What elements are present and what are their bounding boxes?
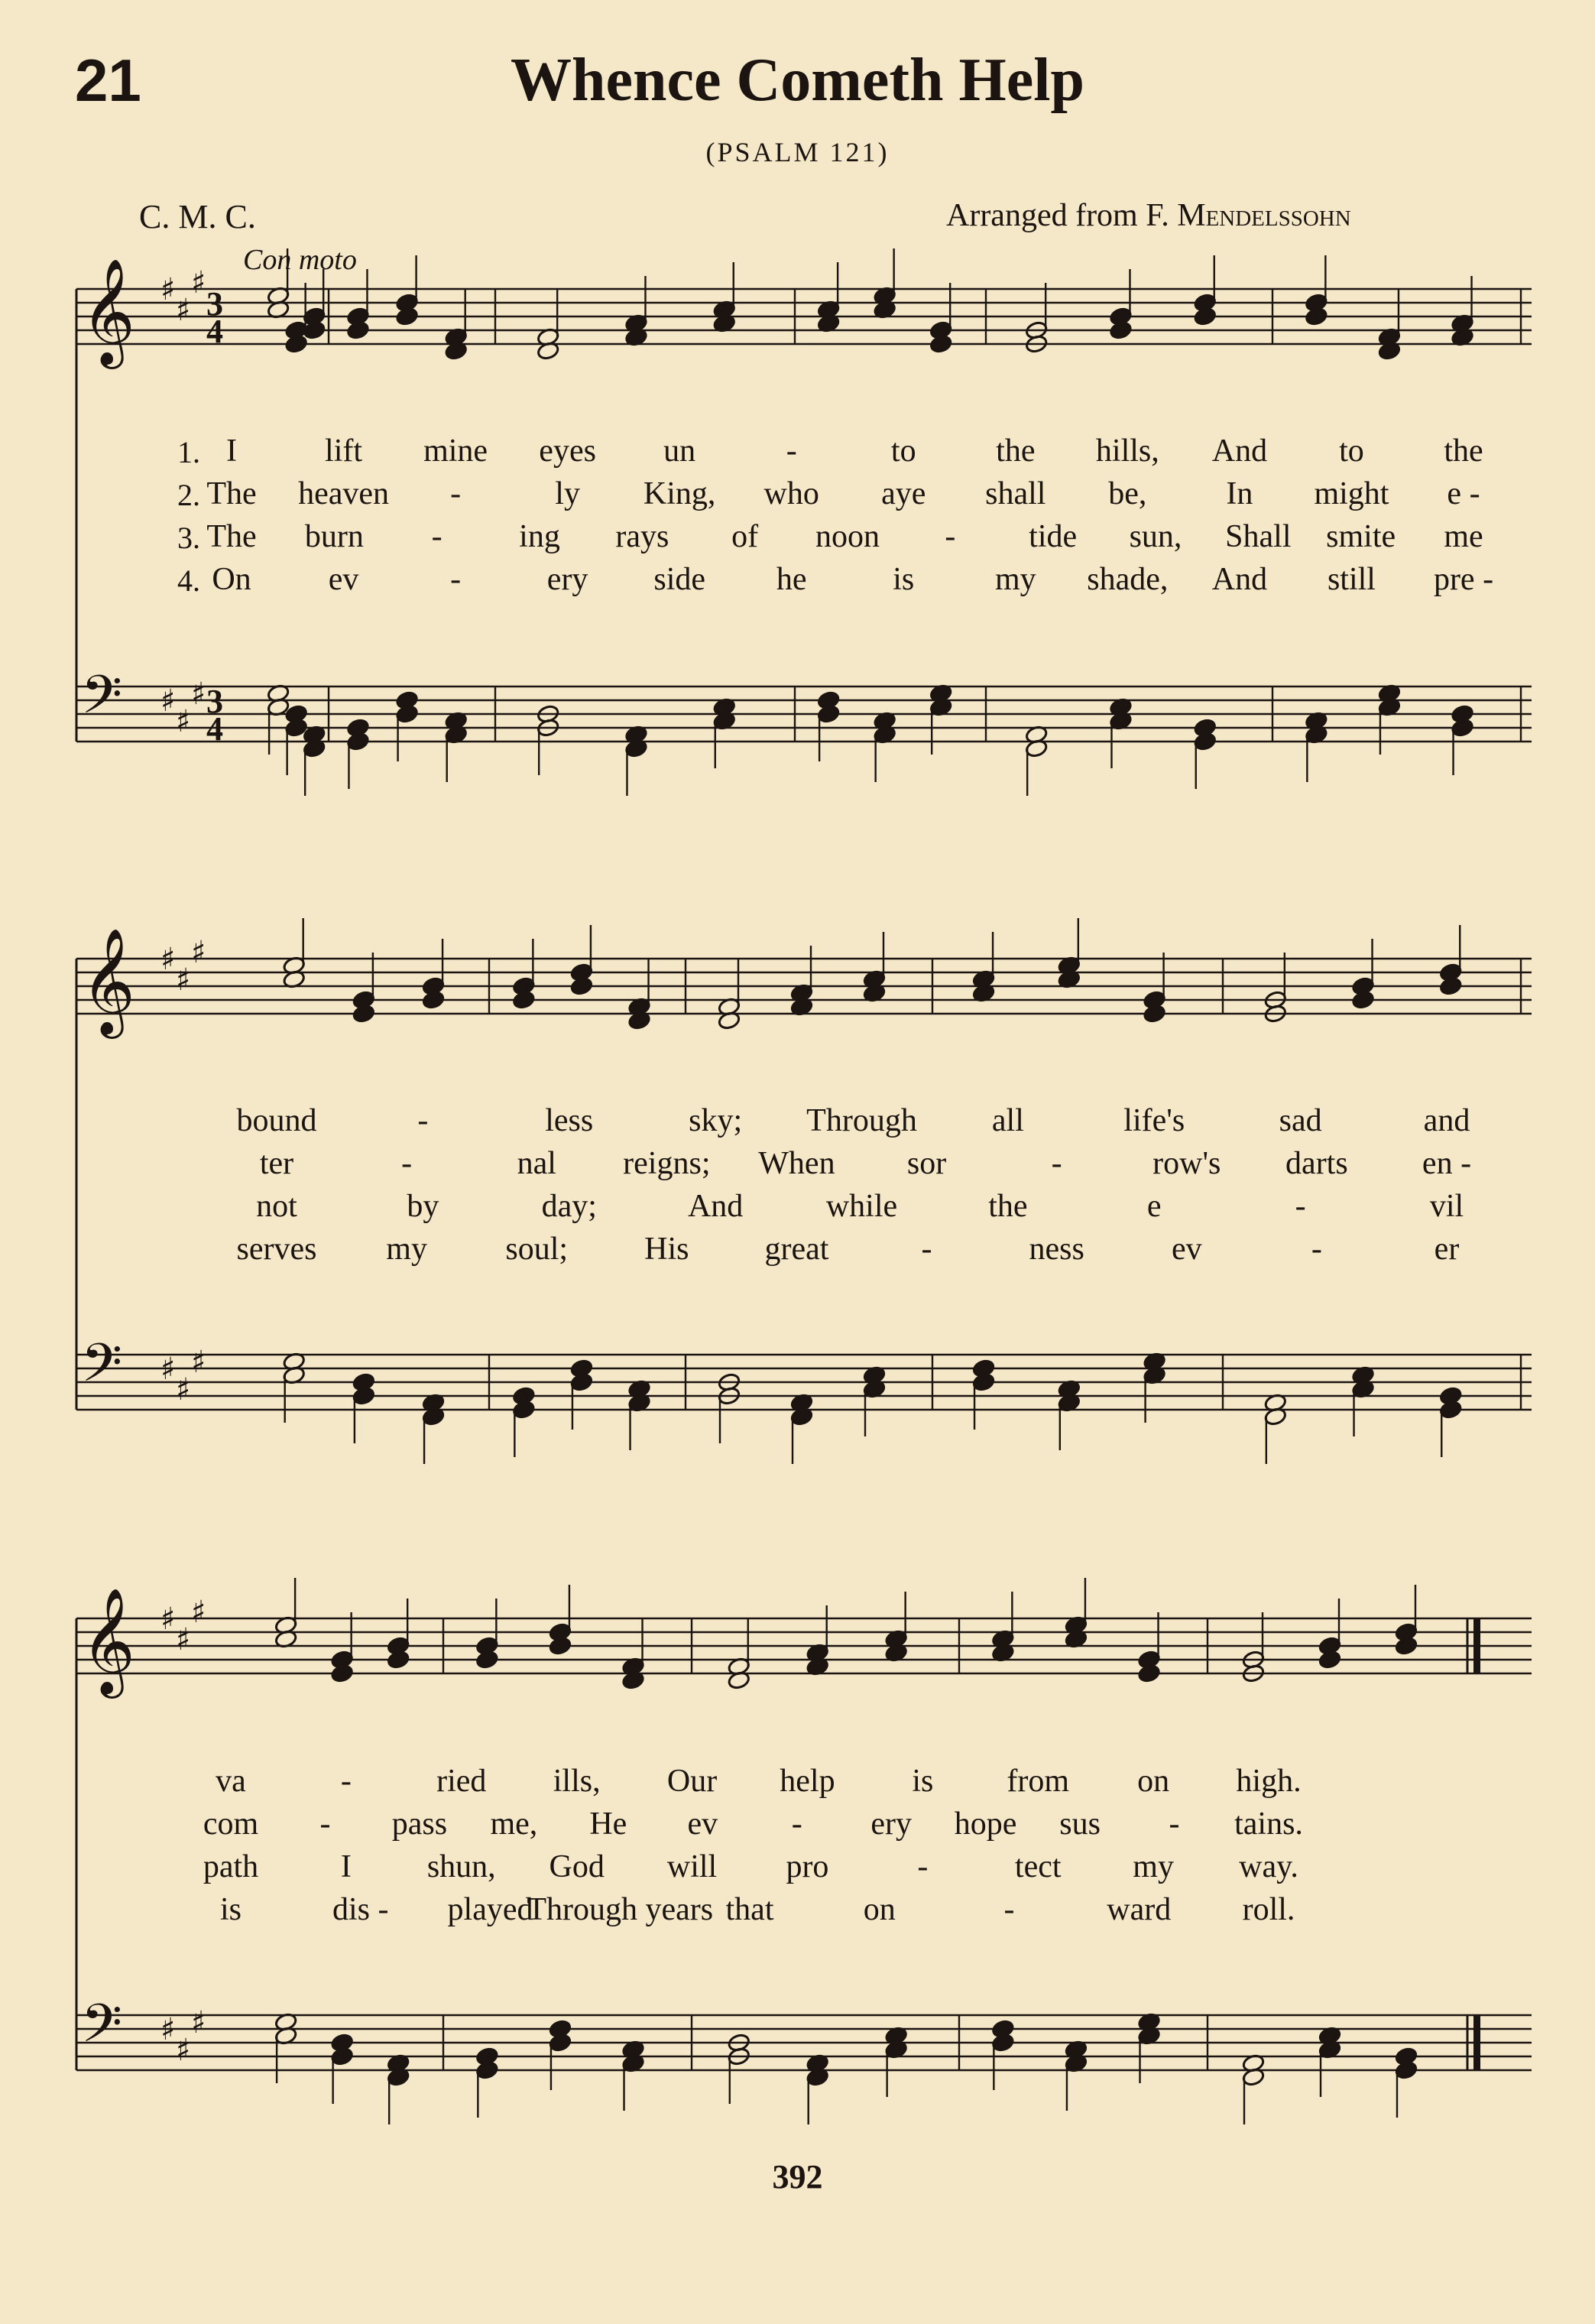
lyric-syllable: my	[1133, 1849, 1174, 1884]
lyric-syllable: ev	[687, 1806, 718, 1842]
hymn-meter: C. M. C.	[139, 198, 256, 235]
lyric-syllable: Through	[806, 1103, 917, 1138]
lyric-syllable: soul;	[505, 1232, 569, 1267]
lyric-syllable: God	[549, 1849, 605, 1884]
lyric-syllable: while	[825, 1189, 898, 1224]
note-head	[1451, 718, 1474, 738]
note-head	[330, 2046, 354, 2066]
lyric-syllable: life's	[1123, 1103, 1185, 1138]
bass-clef: 𝄢	[81, 664, 123, 738]
note-head	[475, 2060, 499, 2080]
clefs	[81, 258, 223, 2068]
lyric-syllable: is	[893, 562, 915, 597]
lyric-syllable: nal	[517, 1146, 556, 1181]
lyric-syllable: The	[206, 519, 257, 554]
sharp-icon: ♯	[160, 2012, 176, 2047]
note-head	[549, 1636, 572, 1656]
note-head	[570, 1372, 594, 1392]
lyric-syllable: rays	[615, 519, 669, 554]
lyric-syllable: ery	[870, 1806, 912, 1842]
note-head	[422, 990, 446, 1010]
lyric-syllable: ward	[1107, 1892, 1172, 1927]
lyric-syllable: And	[1211, 562, 1268, 597]
lyric-syllable: And	[687, 1189, 744, 1224]
sharp-icon: ♯	[176, 1622, 191, 1657]
sharp-icon: ♯	[176, 1372, 191, 1407]
lyric-syllable: darts	[1285, 1146, 1348, 1181]
hymn-subtitle: (PSALM 121)	[705, 137, 890, 167]
sharp-icon: ♯	[176, 962, 191, 998]
lyric-syllable: the	[988, 1189, 1028, 1224]
lyric-syllable: ness	[1029, 1232, 1084, 1267]
sharp-icon: ♯	[191, 265, 206, 300]
note-head	[991, 2033, 1015, 2053]
lyric-syllable: heaven	[298, 476, 389, 511]
lyric-syllable: he	[776, 562, 807, 597]
note-head	[1193, 732, 1217, 751]
lyric-syllable: serves	[236, 1232, 317, 1267]
note-head	[352, 1386, 376, 1406]
lyric-syllable: In	[1226, 476, 1253, 511]
lyric-syllable: day;	[541, 1189, 597, 1224]
treble-clef: 𝄞	[81, 258, 135, 365]
lyric-hyphen: -	[450, 476, 462, 511]
lyric-syllable: bound	[236, 1103, 317, 1138]
lyric-syllable: mine	[423, 433, 488, 469]
lyric-syllable: shall	[985, 476, 1046, 511]
lyric-hyphen: -	[1003, 1892, 1015, 1927]
verse-number: 2.	[177, 478, 200, 512]
note-head	[512, 990, 536, 1010]
lyric-syllable: His	[644, 1232, 689, 1267]
lyric-syllable: tide	[1029, 519, 1078, 554]
lyric-hyphen: -	[917, 1849, 929, 1884]
sharp-icon: ♯	[191, 1345, 206, 1380]
hymn-number: 21	[75, 47, 141, 114]
lyric-syllable: hills,	[1095, 433, 1159, 469]
lyric-syllable: me,	[490, 1806, 538, 1842]
sharp-icon: ♯	[160, 942, 176, 977]
lyric-syllable: the	[996, 433, 1036, 469]
lyric-syllable: sor	[906, 1146, 947, 1181]
lyric-syllable: The	[206, 476, 257, 511]
note-head	[346, 320, 370, 340]
note-head	[1137, 1663, 1161, 1683]
note-head	[1305, 307, 1328, 326]
lyric-syllable: that	[725, 1892, 774, 1927]
lyric-hyphen: -	[417, 1103, 429, 1138]
treble-clef: 𝄞	[81, 928, 135, 1034]
lyric-syllable: reigns;	[623, 1146, 711, 1181]
time-sig-bottom: 4	[206, 313, 223, 350]
lyric-syllable: And	[1211, 433, 1268, 469]
page-number: 392	[772, 2158, 823, 2196]
lyric-syllable: va	[216, 1764, 246, 1799]
lyric-syllable: Through years	[527, 1892, 714, 1927]
sharp-icon: ♯	[160, 272, 176, 307]
verse-number: 4.	[177, 563, 200, 598]
lyric-syllable: who	[763, 476, 819, 511]
tempo-marking: Con moto	[243, 244, 357, 276]
note-head	[395, 704, 419, 724]
lyric-syllable: shade,	[1087, 562, 1169, 597]
lyric-syllable: be,	[1108, 476, 1147, 511]
sharp-icon: ♯	[191, 1595, 206, 1630]
sharp-icon: ♯	[160, 1602, 176, 1637]
note-head	[1143, 1004, 1166, 1024]
lyric-hyphen: -	[945, 519, 956, 554]
lyric-hyphen: -	[1295, 1189, 1306, 1224]
lyric-syllable: ills,	[553, 1764, 601, 1799]
lyric-syllable: tect	[1014, 1849, 1062, 1884]
note-head	[1395, 2060, 1418, 2080]
note-head	[1439, 1400, 1463, 1420]
lyric-syllable: tains.	[1234, 1806, 1303, 1842]
lyric-syllable: is	[912, 1764, 934, 1799]
verse-number: 3.	[177, 521, 200, 555]
lyric-syllable: ly	[555, 476, 580, 511]
lyric-syllable: er	[1434, 1232, 1460, 1267]
lyric-syllable: sad	[1279, 1103, 1322, 1138]
sharp-icon: ♯	[191, 2005, 206, 2040]
lyric-syllable: eyes	[539, 433, 596, 469]
sharp-icon: ♯	[176, 704, 191, 739]
lyric-syllable: noon	[815, 519, 880, 554]
lyric-syllable: shun,	[426, 1849, 496, 1884]
lyric-syllable: ery	[546, 562, 588, 597]
lyric-syllable: I	[340, 1849, 352, 1884]
lyric-hyphen: -	[791, 1806, 802, 1842]
lyric-syllable: on	[1137, 1764, 1170, 1799]
note-head	[1193, 307, 1217, 326]
lyric-syllable: en -	[1422, 1146, 1472, 1181]
lyric-syllable: pro	[786, 1849, 829, 1884]
lyric-syllable: Our	[666, 1764, 718, 1799]
lyric-syllable: ried	[436, 1764, 487, 1799]
lyric-syllable: ing	[519, 519, 560, 554]
lyric-syllable: When	[758, 1146, 835, 1181]
lyric-syllable: sus	[1059, 1806, 1101, 1842]
lyric-syllable: burn	[304, 519, 364, 554]
lyric-syllable: aye	[881, 476, 926, 511]
note-head	[549, 2033, 572, 2053]
lyric-syllable: e -	[1447, 476, 1480, 511]
lyric-syllable: ter	[259, 1146, 294, 1181]
lyric-syllable: sun,	[1129, 519, 1182, 554]
note-head	[972, 1372, 996, 1392]
note-head	[817, 704, 841, 724]
lyric-syllable: row's	[1152, 1146, 1221, 1181]
sharp-icon: ♯	[191, 677, 206, 712]
lyric-syllable: the	[1444, 433, 1483, 469]
note-head	[330, 1663, 354, 1683]
note-head	[1109, 320, 1133, 340]
lyric-syllable: still	[1327, 562, 1376, 597]
note-head	[570, 976, 594, 996]
lyric-syllable: is	[219, 1892, 242, 1927]
note-head	[284, 334, 308, 354]
lyric-syllable: on	[863, 1892, 896, 1927]
note-head	[346, 732, 370, 751]
note-head	[1351, 990, 1375, 1010]
lyric-syllable: hope	[954, 1806, 1017, 1842]
note-head	[1318, 1650, 1342, 1670]
lyric-syllable: all	[991, 1103, 1024, 1138]
lyric-syllable: not	[256, 1189, 297, 1224]
note-head	[929, 334, 953, 354]
lyric-hyphen: -	[431, 519, 443, 554]
lyric-syllable: roll.	[1242, 1892, 1295, 1927]
lyric-syllable: my	[386, 1232, 427, 1267]
lyric-syllable: way.	[1239, 1849, 1298, 1884]
final-bar	[1473, 1618, 1480, 1673]
note-head	[475, 1650, 499, 1670]
lyric-syllable: to	[1339, 433, 1364, 469]
lyric-syllable: played	[447, 1892, 533, 1927]
lyric-hyphen: -	[1051, 1146, 1062, 1181]
note-head	[395, 307, 419, 326]
note-head	[352, 1004, 376, 1024]
lyric-syllable: dis -	[332, 1892, 389, 1927]
sharp-icon: ♯	[176, 293, 191, 328]
note-head	[512, 1400, 536, 1420]
lyric-syllable: to	[890, 433, 916, 469]
lyric-syllable: my	[994, 562, 1036, 597]
lyric-hyphen: -	[1311, 1232, 1322, 1267]
lyric-syllable: ev	[1171, 1232, 1202, 1267]
lyric-syllable: lift	[325, 433, 363, 469]
lyric-syllable: will	[666, 1849, 718, 1884]
lyric-syllable: un	[663, 433, 696, 469]
lyric-hyphen: -	[340, 1764, 352, 1799]
verse-number: 1.	[177, 435, 200, 469]
lyric-syllable: sky;	[689, 1103, 743, 1138]
lyric-syllable: He	[589, 1806, 627, 1842]
lyric-syllable: me	[1444, 519, 1483, 554]
lyric-syllable: great	[764, 1232, 829, 1267]
lyric-hyphen: -	[450, 562, 462, 597]
lyric-syllable: side	[653, 562, 705, 597]
lyric-syllable: help	[780, 1764, 835, 1799]
time-sig-top: 3	[206, 285, 223, 323]
lyric-syllable: smite	[1326, 519, 1396, 554]
bass-clef: 𝄢	[81, 1992, 123, 2067]
lyric-hyphen: -	[319, 1806, 331, 1842]
lyric-syllable: pre -	[1433, 562, 1494, 597]
lyric-syllable: less	[545, 1103, 594, 1138]
time-sig-top: 3	[206, 683, 223, 720]
lyric-syllable: Shall	[1225, 519, 1292, 554]
lyric-syllable: ev	[328, 562, 359, 597]
lyric-syllable: of	[731, 519, 759, 554]
lyric-syllable: by	[407, 1189, 439, 1224]
lyric-syllable: I	[226, 433, 237, 469]
sharp-icon: ♯	[160, 683, 176, 719]
final-bar	[1473, 2015, 1480, 2070]
lyric-syllable: path	[203, 1849, 259, 1884]
lyric-syllable: from	[1007, 1764, 1070, 1799]
lyric-hyphen: -	[921, 1232, 932, 1267]
arranger-prefix: Arranged from F.	[946, 198, 1178, 233]
lyric-hyphen: -	[401, 1146, 413, 1181]
sharp-icon: ♯	[176, 2033, 191, 2068]
lyric-syllable: On	[212, 562, 251, 597]
lyric-syllable: and	[1423, 1103, 1470, 1138]
treble-clef: 𝄞	[81, 1588, 135, 1694]
arranger-name: Mendelssohn	[1177, 198, 1351, 233]
lyric-syllable: vil	[1429, 1189, 1464, 1224]
sharp-icon: ♯	[191, 935, 206, 970]
note-head	[387, 1650, 410, 1670]
lyric-syllable: might	[1314, 476, 1389, 511]
lyric-syllable: pass	[391, 1806, 448, 1842]
note-head	[1395, 1636, 1418, 1656]
note-head	[1439, 976, 1463, 996]
lyric-hyphen: -	[1169, 1806, 1180, 1842]
lyric-syllable: high.	[1236, 1764, 1302, 1799]
lyric-syllable: e	[1146, 1189, 1162, 1224]
lyric-syllable: com	[203, 1806, 259, 1842]
lyric-syllable: King,	[643, 476, 716, 511]
sharp-icon: ♯	[160, 1352, 176, 1387]
hymn-title: Whence Cometh Help	[510, 47, 1084, 114]
bass-clef: 𝄢	[81, 1332, 123, 1407]
lyric-hyphen: -	[786, 433, 797, 469]
time-sig-bottom: 4	[206, 710, 223, 748]
